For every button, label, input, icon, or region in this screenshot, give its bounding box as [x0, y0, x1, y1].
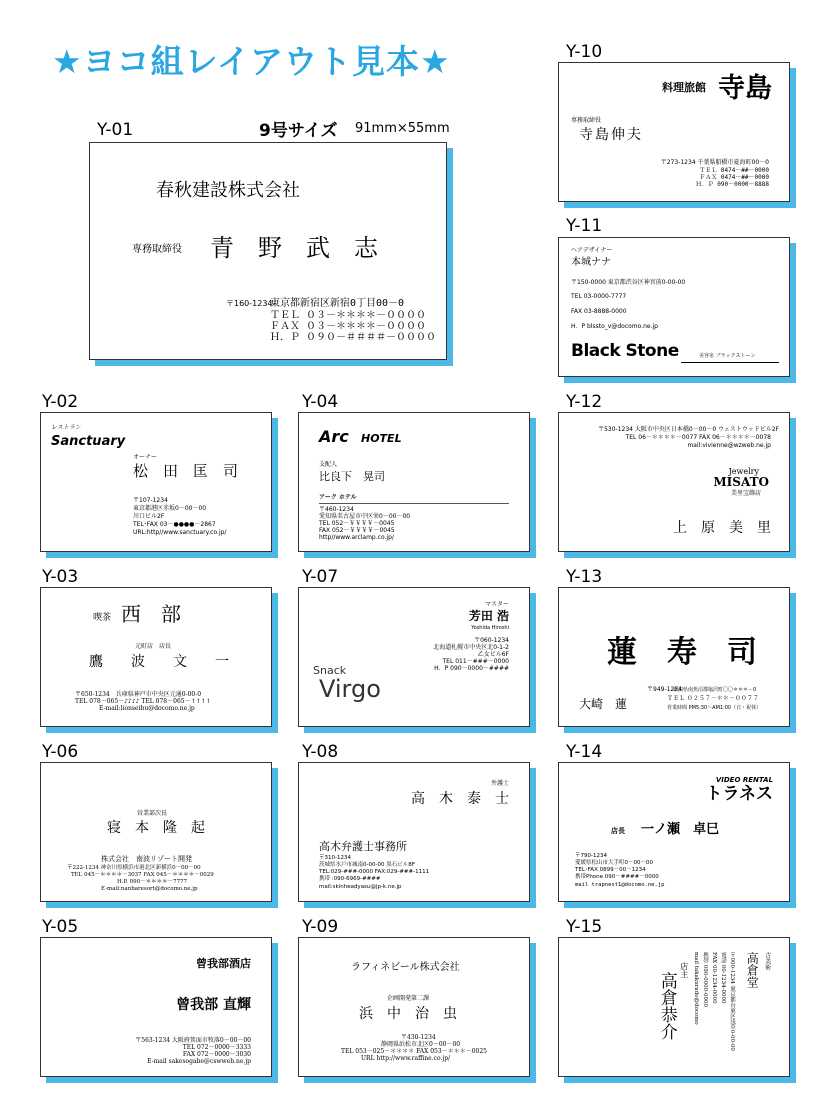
logo-underline: [681, 362, 779, 363]
tel: TEL 072－0000－3333: [182, 1044, 251, 1051]
email: E-mail:nanbaresort@docomo.ne.jp: [101, 886, 198, 892]
mobile: Ｈ．Ｐ 090－0000－8888: [695, 181, 769, 188]
shop-name: 高倉堂: [745, 952, 760, 988]
address: 〒563-1234 大阪府箕面市牧落0－00－00: [135, 1037, 251, 1044]
address-line-2: 乙女ビル6F: [477, 651, 509, 658]
name-romaji: Yoshida Hiroshi: [471, 625, 509, 631]
card-code-y15: Y-15: [566, 917, 603, 937]
job-title: ヘアデザイナー: [571, 247, 613, 254]
business-card-y04: [298, 412, 530, 552]
business-card-y10: [558, 62, 790, 202]
person-name: 高倉恭介: [656, 972, 677, 1040]
url: http//www.arclamp.co.jp/: [319, 534, 394, 541]
job-title: 営業部次長: [137, 810, 168, 817]
logo-main: MISATO: [713, 475, 769, 489]
business-card-y14: [558, 762, 790, 902]
email: mail takakurado@docomo: [693, 952, 700, 1025]
tel: ＴＥＬ 0474－##－0000: [699, 167, 769, 174]
mobile: H．P 090－0000－####: [434, 665, 509, 672]
logo-sub: HOTEL: [361, 432, 402, 445]
card-code-y09: Y-09: [302, 917, 339, 937]
card-code-y13: Y-13: [566, 567, 603, 587]
address: 静岡県浜松市北区0－00－00: [381, 1041, 461, 1048]
person-name: 芳田 浩: [468, 609, 509, 623]
tel-fax: TEL･FAX 0899－00－1234: [575, 867, 646, 873]
size-value: 91mm×55mm: [355, 121, 450, 136]
fax: FAX 072－0000－3030: [182, 1051, 251, 1058]
company-name: ラフィネビール株式会社: [351, 962, 460, 973]
person-name: 上 原 美 里: [673, 520, 771, 536]
address: 新潟県南魚沼郡塩沢町〇〇＊＊＊－0: [673, 687, 757, 693]
business-card-y03: [40, 587, 272, 727]
fax: FAX 052－￥￥￥￥－0045: [319, 527, 395, 534]
job-title: マスター: [484, 601, 509, 608]
shop-name: 蓮 寿 司: [607, 635, 757, 670]
fax: ＦＡＸ 0474－##－0000: [699, 174, 769, 181]
mobile: Ｈ．Ｐ ０９０－＃＃＃＃－００００: [270, 332, 437, 343]
logo-small: Snack: [313, 664, 347, 677]
logo-main: トラネス: [705, 784, 773, 804]
mobile: 携帯 :090-6969-####: [319, 876, 381, 882]
tel-fax: TEL 078－065－♪♪♪♪ TEL 078－065－↑↑↑↑: [75, 698, 211, 705]
card-code-y04: Y-04: [302, 392, 339, 412]
address-line-1: 北海道札幌市中央区北0-1-2: [433, 644, 509, 651]
person-name: 大崎 蓮: [579, 697, 628, 711]
address: 〒650-1234 兵庫県神戸市中央区元通0-00-0: [75, 691, 202, 698]
address: 〒530-1234 大阪市中央区日本橋0－00－0 ウェストウッドビル2F: [598, 426, 779, 433]
person-name: 青 野 武 志: [210, 234, 378, 262]
logo-sub: 美里宝飾店: [730, 490, 761, 497]
tel: TEL 011－###－0000: [442, 658, 509, 665]
address: 〒222-1234 神奈川県横浜市港北区新横浜0－00－00: [67, 865, 201, 871]
email: mail:skinheadyasu@jp-k.ne.jp: [319, 884, 402, 890]
business-card-y11: [558, 237, 790, 377]
tel-fax: TEL 06－＊＊＊＊－0077 FAX 06－＊＊＊＊－0078: [625, 434, 771, 441]
page-title: ★ヨコ組レイアウト見本★: [52, 42, 451, 81]
person-name: 本城ナナ: [571, 257, 611, 268]
job-title: 店主: [679, 962, 689, 978]
card-code-y05: Y-05: [42, 917, 79, 937]
fax: FAX 03-8888-0000: [571, 308, 627, 315]
card-code-y07: Y-07: [302, 567, 339, 587]
job-title: 支配人: [319, 461, 338, 468]
fax: ＦＡＸ ０３－＊＊＊＊－００００: [270, 321, 427, 332]
shop-logo: Black Stone: [571, 341, 679, 361]
person-name: 寝 本 隆 起: [107, 820, 205, 836]
job-title: オーナー: [133, 454, 158, 461]
logo-small: Jewelry: [728, 467, 759, 476]
business-card-y05: [40, 937, 272, 1077]
job-title: 店長: [611, 827, 625, 835]
address-line-1: 東京都港区赤坂0－00－00: [133, 505, 207, 512]
address: 茨城県水戸市城南0-00-00 黒石ビル8F: [319, 862, 415, 868]
shop-logo: Sanctuary: [51, 434, 126, 449]
zip-code: 〒060-1234: [474, 637, 509, 644]
zip-code: 〒949-1234: [647, 686, 682, 693]
zip-code: 〒310-1234: [319, 855, 351, 861]
shop-label: 古美術: [763, 952, 771, 970]
business-card-y01: [89, 142, 447, 360]
department: 企画開発第二課: [387, 995, 430, 1002]
company-name: 春秋建設株式会社: [156, 180, 300, 201]
person-name: 一ノ瀬 卓巳: [641, 822, 720, 837]
tel-fax: TEL･FAX 03－●●●●－2867: [133, 521, 216, 528]
mobile: 携帯Phone 090－####－0000: [575, 874, 659, 880]
logo-main: Virgo: [319, 675, 381, 703]
card-code-y02: Y-02: [42, 392, 79, 412]
business-card-y12: [558, 412, 790, 552]
tel: 電話 00-1234-0000: [720, 952, 727, 1004]
email: E-mail sakesogabe@cswweb.ne.jp: [147, 1058, 251, 1065]
business-card-y13: [558, 587, 790, 727]
business-card-y08: [298, 762, 530, 902]
card-code-y03: Y-03: [42, 567, 79, 587]
address: 東京都新宿区新宿0丁目00－0: [270, 298, 405, 309]
person-name: 寺島伸夫: [579, 127, 643, 143]
tel: TEL 03-0000-7777: [571, 293, 627, 300]
business-hours: 営業時間 PM5:30～AM1:00（日・祝休）: [667, 705, 762, 711]
card-code-y14: Y-14: [566, 742, 603, 762]
email: H．P blssto_v@docomo.ne.jp: [571, 323, 658, 330]
address: 〒150-0000 東京都渋谷区神宮前0-00-00: [571, 279, 686, 286]
person-name: 浜 中 治 虫: [359, 1006, 457, 1022]
address-line-2: 川口ビル2F: [133, 513, 165, 520]
card-code-y10: Y-10: [566, 42, 603, 62]
mobile: 携帯 090-0000-0000: [702, 952, 709, 1007]
shop-name: 寺島: [718, 73, 772, 104]
url: URL:http//www.sanctuary.co.jp/: [133, 529, 227, 536]
zip-code: 〒107-1234: [133, 497, 168, 504]
email: E-mail:lionseibu@docomo.ne.jp: [99, 705, 195, 712]
shop-label: 料理旅館: [662, 81, 706, 94]
email: mail trapnest1@docomo.ne.jp: [575, 882, 665, 888]
card-code-y06: Y-06: [42, 742, 79, 762]
business-card-y07: [298, 587, 530, 727]
shop-name: 西 部: [121, 602, 181, 626]
address: 愛知県名古屋市中区栄0－00－00: [319, 513, 411, 520]
zip-code: 〒430-1234: [401, 1034, 436, 1041]
address: 愛媛県松山市大手町0－00－00: [575, 860, 653, 866]
business-card-y02: [40, 412, 272, 552]
business-card-y09: [298, 937, 530, 1077]
tel-fax: TEL:029-###-0000 FAX:029-###-1111: [319, 869, 430, 875]
logo-main: Arc: [319, 427, 349, 446]
shop-name: 曾我部酒店: [196, 957, 251, 970]
tel: ＴＥＬ ０３－＊＊＊＊－００００: [270, 310, 427, 321]
tel: ＴＥＬ ０２５７－＊＊－００７７: [667, 695, 759, 702]
fax: FAX 00-1234-0000: [711, 952, 718, 1004]
mobile: H.P. 090－＊＊＊＊－7777: [117, 879, 188, 885]
position: 専務取締役: [132, 244, 182, 255]
address: 〒000-1234 東京都台東区浅草0-00-00: [729, 952, 736, 1051]
url: URL http://www.raffine.co.jp/: [361, 1055, 451, 1062]
shop-tagline: 美容室 ブラックストーン: [699, 353, 756, 359]
position: 専務取締役: [571, 117, 602, 124]
tel: TEL 052－￥￥￥￥－0045: [319, 520, 395, 527]
person-name: 高 木 泰 士: [411, 791, 509, 807]
card-code-y12: Y-12: [566, 392, 603, 412]
email: mail:vivienne@wzweb.ne.jp: [687, 442, 771, 449]
job-title: 弁護士: [490, 780, 509, 787]
person-name: 曾我部 直輝: [176, 997, 251, 1013]
business-card-y06: [40, 762, 272, 902]
zip-code: 〒790-1234: [575, 853, 607, 859]
office-name: 高木弁護士事務所: [319, 840, 407, 853]
card-code-y01: Y-01: [97, 120, 134, 140]
category: 喫茶: [93, 613, 112, 623]
person-name: 鷹 波 文 一: [89, 654, 229, 670]
person-name: 松 田 匡 司: [133, 462, 239, 480]
company-name: 株式会社 南波リゾート開発: [101, 855, 192, 863]
category: レストラン: [51, 424, 81, 431]
size-label: 9号サイズ: [259, 121, 338, 141]
tel-fax: TEL 045－＊＊＊＊－3037 FAX 045－＊＊＊＊－0029: [71, 872, 214, 878]
divider: [319, 503, 509, 504]
zip-code: 〒160-1234: [226, 299, 273, 308]
job-title: 元町店 店長: [135, 643, 172, 650]
logo-small: VIDEO RENTAL: [715, 776, 773, 784]
card-code-y11: Y-11: [566, 216, 603, 236]
business-card-y15: [558, 937, 790, 1077]
tel-fax: TEL 053－025－＊＊＊＊ FAX 053－＊＊＊－0025: [341, 1048, 487, 1055]
address: 〒273-1234 千葉県船橋市夏海町00－0: [660, 159, 769, 166]
company-name: アーク ホテル: [319, 494, 357, 501]
person-name: 比良下 晃司: [319, 470, 385, 483]
zip-code: 〒460-1234: [319, 506, 354, 513]
card-code-y08: Y-08: [302, 742, 339, 762]
